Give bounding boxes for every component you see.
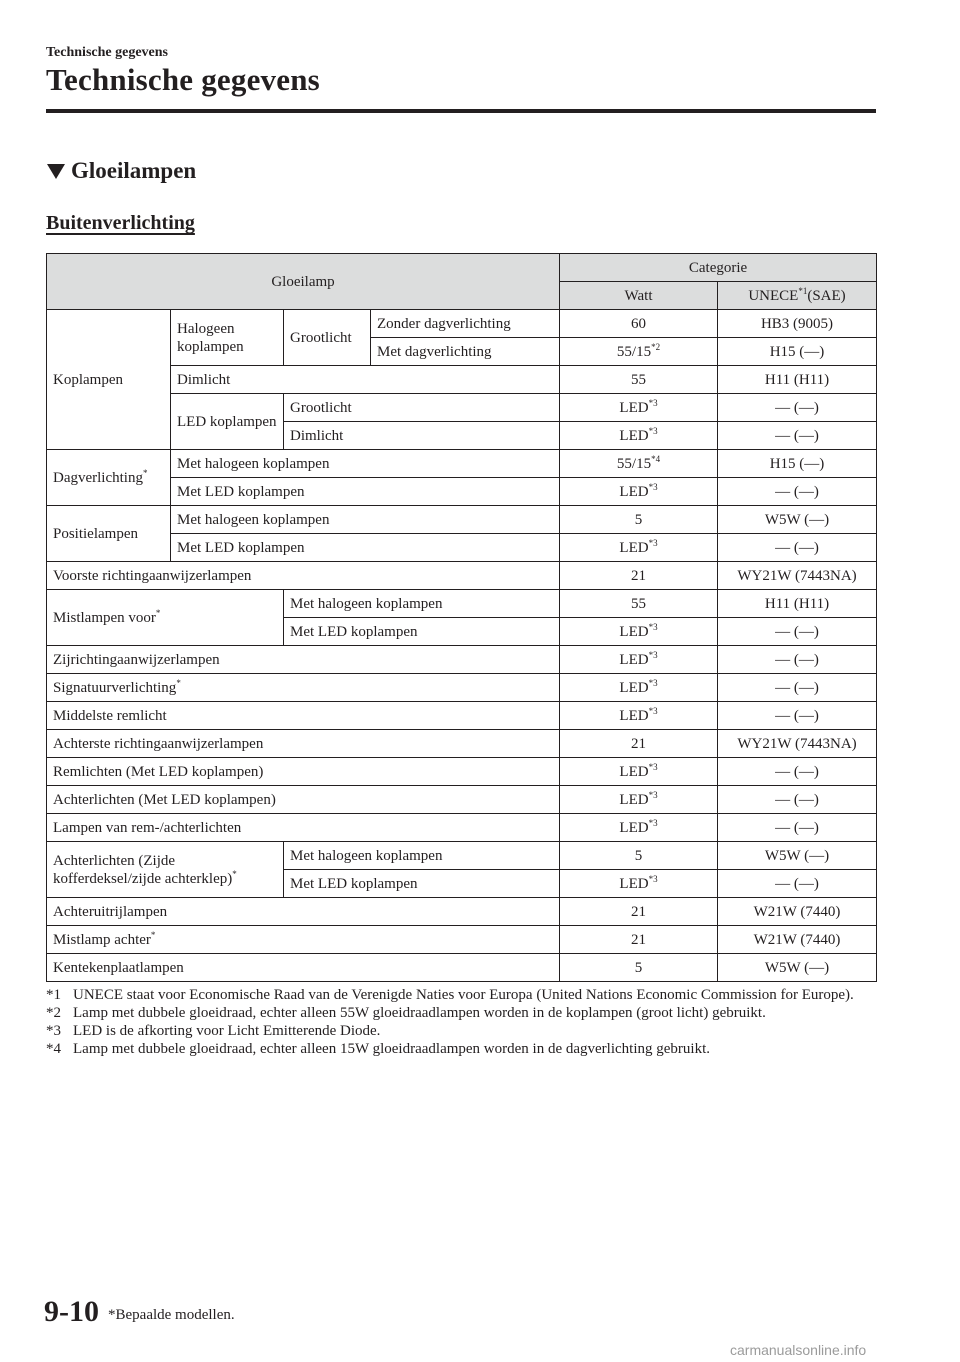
watt-cell: 21 xyxy=(560,562,718,590)
header-gloeilamp: Gloeilamp xyxy=(47,254,560,310)
watt-cell: 55 xyxy=(560,590,718,618)
section-title xyxy=(46,158,196,184)
table-row xyxy=(47,478,877,506)
unece-cell: — (—) xyxy=(718,646,877,674)
row-label-met-led-koplampen: Met LED koplampen xyxy=(171,478,560,506)
row-label-middelste: Middelste remlicht xyxy=(47,702,560,730)
watt-cell: 21 xyxy=(560,898,718,926)
watt-cell: 55 xyxy=(560,366,718,394)
section-title-text: Gloeilampen xyxy=(71,158,197,183)
unece-cell: — (—) xyxy=(718,534,877,562)
row-label-grootlicht: Grootlicht xyxy=(284,394,560,422)
footnote: *4 Lamp met dubbele gloeidraad, echter alleen 15W gloeidraadlampen worden in de dagverlichting gebruikt. xyxy=(46,1041,710,1057)
row-label-kenteken: Kentekenplaatlampen xyxy=(47,954,560,982)
row-label-met-dagverlichting: Met dagverlichting xyxy=(371,338,560,366)
row-label-zonder-dagverlichting: Zonder dagverlichting xyxy=(371,310,560,338)
row-label-mistlamp-achter: Mistlamp achter* xyxy=(47,926,560,954)
watt-cell: LED$^{*3}$ xyxy=(560,478,718,506)
unece-cell: — (—) xyxy=(718,674,877,702)
title-rule xyxy=(46,109,876,113)
table-row xyxy=(47,954,877,982)
table-row xyxy=(47,926,877,954)
watt-cell: LED$^{*3}$ xyxy=(560,394,718,422)
row-label-met-led-koplampen: Met LED koplampen xyxy=(284,870,560,898)
unece-cell: — (—) xyxy=(718,758,877,786)
watt-cell: 55/15$^{*2}$ xyxy=(560,338,718,366)
bulb-spec-table xyxy=(46,253,877,982)
subsection-title: Buitenverlichting xyxy=(46,212,195,234)
unece-cell: — (—) xyxy=(718,702,877,730)
table-row xyxy=(47,898,877,926)
unece-cell: W21W (7440) xyxy=(718,898,877,926)
row-label-koplampen: Koplampen xyxy=(47,310,171,450)
row-label-dimlicht: Dimlicht xyxy=(284,422,560,450)
row-label-met-halogeen-koplampen: Met halogeen koplampen xyxy=(171,450,560,478)
watt-cell: LED$^{*3}$ xyxy=(560,758,718,786)
watt-cell: LED$^{*3}$ xyxy=(560,534,718,562)
row-label-lampen-rem: Lampen van rem-/achterlichten xyxy=(47,814,560,842)
row-label-met-led-koplampen: Met LED koplampen xyxy=(171,534,560,562)
row-label-met-halogeen-koplampen: Met halogeen koplampen xyxy=(171,506,560,534)
unece-cell: — (—) xyxy=(718,870,877,898)
watt-cell: 5 xyxy=(560,842,718,870)
row-label-dimlicht: Dimlicht xyxy=(171,366,560,394)
unece-cell: W5W (—) xyxy=(718,842,877,870)
watt-cell: 5 xyxy=(560,954,718,982)
row-label-remlichten: Remlichten (Met LED koplampen) xyxy=(47,758,560,786)
table-row xyxy=(47,366,877,394)
unece-cell: W5W (—) xyxy=(718,954,877,982)
watt-cell: LED$^{*3}$ xyxy=(560,870,718,898)
unece-cell: — (—) xyxy=(718,618,877,646)
unece-cell: H11 (H11) xyxy=(718,590,877,618)
watt-cell: LED$^{*3}$ xyxy=(560,786,718,814)
row-label-achteruitrij: Achteruitrijlampen xyxy=(47,898,560,926)
running-head: Technische gegevens xyxy=(46,45,168,60)
down-triangle-icon xyxy=(46,161,66,181)
unece-cell: — (—) xyxy=(718,814,877,842)
row-label-mistlampen-voor: Mistlampen voor* xyxy=(47,590,284,646)
row-label-achterlichten-led: Achterlichten (Met LED koplampen) xyxy=(47,786,560,814)
table-row xyxy=(47,786,877,814)
unece-cell: H11 (H11) xyxy=(718,366,877,394)
watt-cell: 5 xyxy=(560,506,718,534)
watermark: carmanualsonline.info xyxy=(730,1342,867,1358)
footnote: *1 UNECE staat voor Economische Raad van de Verenigde Naties voor Europa (United Nations Economic Commission for Europe). xyxy=(46,987,854,1003)
row-label-achterlichten-zijde: Achterlichten (Zijde kofferdeksel/zijde achterklep)* xyxy=(47,842,284,898)
table-row xyxy=(47,590,877,618)
table-row xyxy=(47,310,877,338)
row-label-grootlicht: Grootlicht xyxy=(284,310,371,366)
row-label-signatuur: Signatuurverlichting* xyxy=(47,674,560,702)
row-label-led-koplampen: LED koplampen xyxy=(171,394,284,450)
page-note: *Bepaalde modellen. xyxy=(108,1307,235,1323)
row-label-positielampen: Positielampen xyxy=(47,506,171,562)
unece-cell: W5W (—) xyxy=(718,506,877,534)
row-label-met-led-koplampen: Met LED koplampen xyxy=(284,618,560,646)
footnote: *2 Lamp met dubbele gloeidraad, echter alleen 55W gloeidraadlampen worden in de koplampen (groot licht) gebruikt. xyxy=(46,1005,766,1021)
watt-cell: 21 xyxy=(560,730,718,758)
watt-cell: LED$^{*3}$ xyxy=(560,814,718,842)
table-row xyxy=(47,758,877,786)
table-row xyxy=(47,702,877,730)
watt-cell: LED$^{*3}$ xyxy=(560,422,718,450)
row-label-met-halogeen-koplampen: Met halogeen koplampen xyxy=(284,842,560,870)
table-row xyxy=(47,450,877,478)
watt-cell: 21 xyxy=(560,926,718,954)
row-label-zijrichting: Zijrichtingaanwijzerlampen xyxy=(47,646,560,674)
row-label-voorste-richting: Voorste richtingaanwijzerlampen xyxy=(47,562,560,590)
unece-cell: H15 (—) xyxy=(718,450,877,478)
unece-cell: HB3 (9005) xyxy=(718,310,877,338)
header-watt: Watt xyxy=(560,282,718,310)
table-row xyxy=(47,506,877,534)
header-unece: UNECE$^{*1}$(SAE) xyxy=(718,282,877,310)
unece-cell: H15 (—) xyxy=(718,338,877,366)
watt-cell: 60 xyxy=(560,310,718,338)
unece-cell: — (—) xyxy=(718,394,877,422)
page-number: 9-10 xyxy=(44,1295,99,1328)
table-row xyxy=(47,842,877,870)
header-categorie: Categorie xyxy=(560,254,877,282)
table-row xyxy=(47,394,877,422)
unece-cell: — (—) xyxy=(718,786,877,814)
watt-cell: LED$^{*3}$ xyxy=(560,618,718,646)
row-label-achterste-richting: Achterste richtingaanwijzerlampen xyxy=(47,730,560,758)
table-row xyxy=(47,562,877,590)
footnotes xyxy=(46,986,876,1058)
watt-cell: LED$^{*3}$ xyxy=(560,702,718,730)
watt-cell: 55/15$^{*4}$ xyxy=(560,450,718,478)
footnote: *3 LED is de afkorting voor Licht Emitterende Diode. xyxy=(46,1023,381,1039)
table-row xyxy=(47,730,877,758)
unece-cell: — (—) xyxy=(718,478,877,506)
table-row xyxy=(47,534,877,562)
watt-cell: LED$^{*3}$ xyxy=(560,674,718,702)
table-row xyxy=(47,814,877,842)
chapter-title: Technische gegevens xyxy=(46,62,320,97)
unece-cell: WY21W (7443NA) xyxy=(718,730,877,758)
table-row xyxy=(47,674,877,702)
unece-cell: W21W (7440) xyxy=(718,926,877,954)
row-label-dagverlichting: Dagverlichting* xyxy=(47,450,171,506)
row-label-halogeen-koplampen: Halogeen koplampen xyxy=(171,310,284,366)
unece-cell: — (—) xyxy=(718,422,877,450)
unece-cell: WY21W (7443NA) xyxy=(718,562,877,590)
table-row xyxy=(47,646,877,674)
watt-cell: LED$^{*3}$ xyxy=(560,646,718,674)
row-label-met-halogeen-koplampen: Met halogeen koplampen xyxy=(284,590,560,618)
